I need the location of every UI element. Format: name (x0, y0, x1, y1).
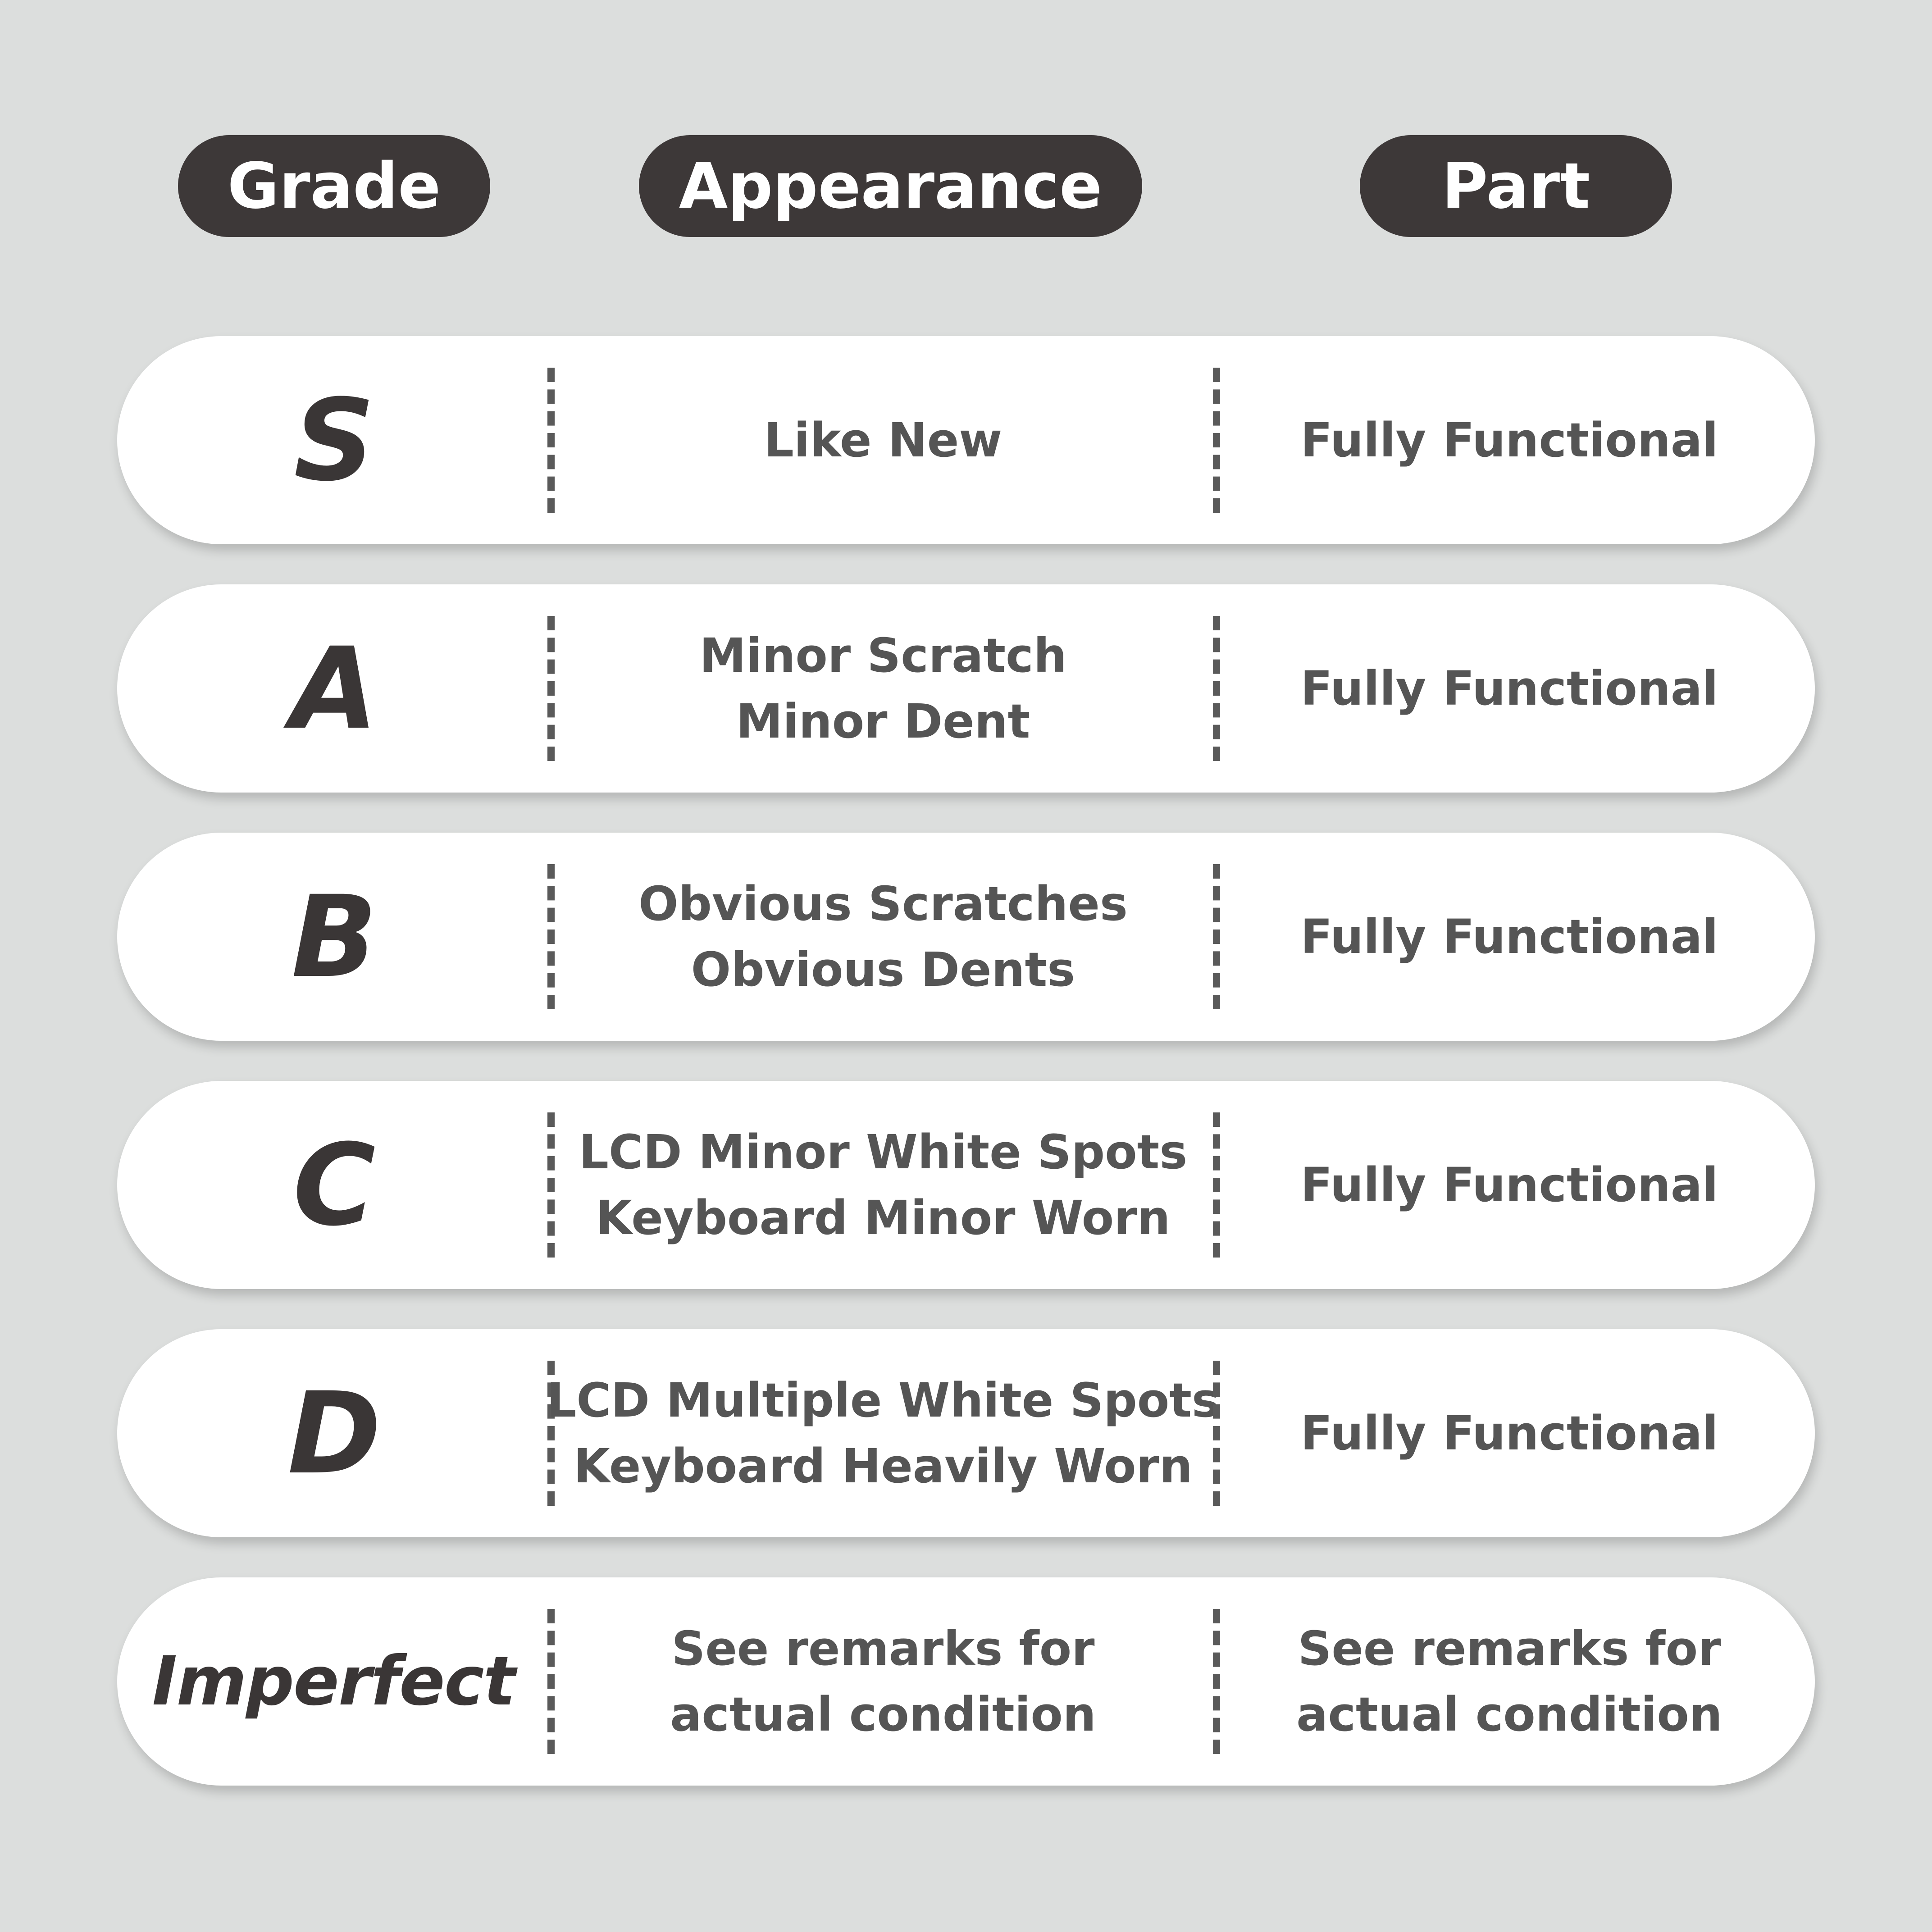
grade-label: A (291, 623, 376, 754)
grade-row-s (117, 336, 1815, 544)
appearance-line: Like New (764, 413, 1002, 468)
grade-label: C (293, 1119, 374, 1251)
column-divider (547, 368, 555, 513)
grade-row-c (117, 1081, 1815, 1289)
grade-label: D (287, 1367, 379, 1499)
appearance-line: Minor Dent (736, 694, 1030, 749)
part-cell (1228, 336, 1791, 544)
appearance-cell (563, 833, 1203, 1041)
appearance-line: Minor Scratch (699, 628, 1067, 683)
appearance-line: Keyboard Minor Worn (596, 1190, 1171, 1245)
part-cell (1228, 1081, 1791, 1289)
grade-label: B (291, 871, 376, 1002)
appearance-cell (563, 584, 1203, 793)
column-divider (547, 1609, 555, 1754)
appearance-line: LCD Multiple White Spots (547, 1373, 1220, 1428)
grade-row-b (117, 833, 1815, 1041)
column-divider (1213, 864, 1220, 1009)
part-cell (1228, 584, 1791, 793)
header-grade: Grade (178, 135, 490, 237)
part-cell (1228, 833, 1791, 1041)
part-line: Fully Functional (1300, 1157, 1718, 1212)
appearance-cell (563, 1577, 1203, 1786)
part-line: Fully Functional (1300, 909, 1718, 964)
header-appearance: Appearance (639, 135, 1142, 237)
part-line: See remarks for (1298, 1621, 1721, 1676)
appearance-line: Obvious Dents (691, 942, 1075, 997)
appearance-line: LCD Minor White Spots (579, 1125, 1188, 1180)
appearance-line: actual condition (670, 1687, 1096, 1742)
grade-row-a (117, 584, 1815, 793)
column-divider (1213, 368, 1220, 513)
part-line: Fully Functional (1300, 1406, 1718, 1461)
grade-row-imperfect (117, 1577, 1815, 1786)
column-divider (547, 864, 555, 1009)
appearance-line: See remarks for (671, 1621, 1095, 1676)
column-divider (547, 1112, 555, 1258)
part-cell (1228, 1329, 1791, 1537)
appearance-line: Keyboard Heavily Worn (574, 1439, 1193, 1494)
grade-row-d (117, 1329, 1815, 1537)
appearance-cell (563, 1081, 1203, 1289)
part-cell (1228, 1577, 1791, 1786)
part-line: Fully Functional (1300, 413, 1718, 468)
column-divider (1213, 1609, 1220, 1754)
appearance-line: Obvious Scratches (638, 876, 1128, 931)
column-divider (1213, 1112, 1220, 1258)
column-divider (1213, 1361, 1220, 1506)
appearance-cell (547, 1329, 1220, 1537)
part-line: actual condition (1296, 1687, 1722, 1742)
header-part: Part (1360, 135, 1672, 237)
grade-label: S (293, 374, 374, 506)
column-divider (1213, 616, 1220, 761)
part-line: Fully Functional (1300, 661, 1718, 716)
grade-label: Imperfect (152, 1642, 515, 1721)
appearance-cell (563, 336, 1203, 544)
column-divider (547, 616, 555, 761)
